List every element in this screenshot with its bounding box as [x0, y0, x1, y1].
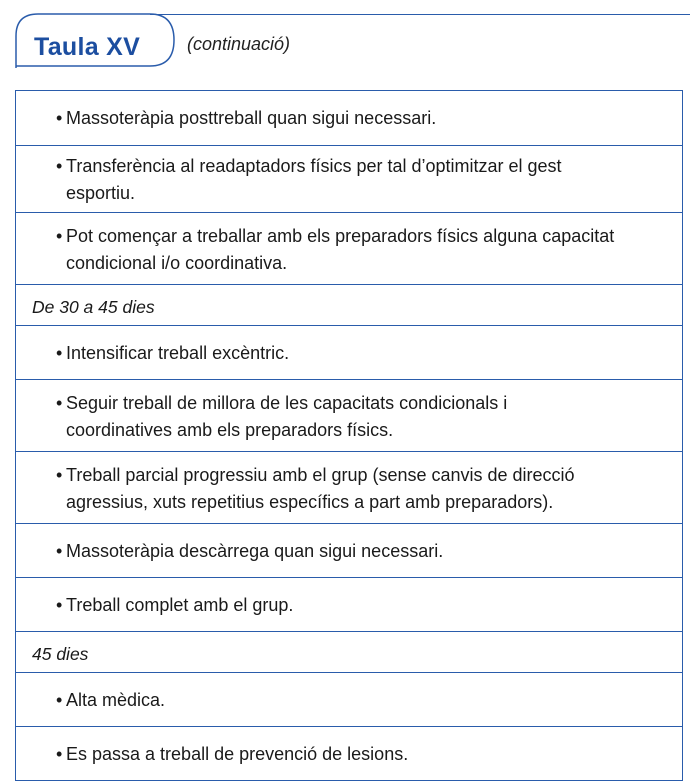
bullet: •	[56, 690, 63, 710]
bullet: •	[56, 108, 63, 128]
table-header	[0, 0, 700, 80]
list-item	[16, 523, 682, 577]
list-item-text: Treball parcial progressiu amb el grup (sense canvis de direcció agressius, xuts repetitius específics a part amb preparadors).	[66, 465, 575, 512]
section-heading: 45 dies	[16, 631, 682, 672]
bullet: •	[56, 744, 63, 764]
list-item-text: Intensificar treball excèntric.	[66, 343, 290, 363]
list-item-text: Massoteràpia posttreball quan sigui necessari.	[66, 108, 437, 128]
list-item-text: Es passa a treball de prevenció de lesions.	[66, 744, 409, 764]
list-item-text: Seguir treball de millora de les capacitats condicionals i coordinatives amb els preparadors físics.	[66, 393, 508, 440]
list-item	[16, 212, 682, 284]
list-item-text: Transferència al readaptadors físics per tal d’optimitzar el gest esportiu.	[66, 156, 562, 203]
section-heading: De 30 a 45 dies	[16, 284, 682, 325]
list-item-text: Alta mèdica.	[66, 690, 166, 710]
table-title: Taula XV	[34, 33, 141, 61]
list-item	[16, 577, 682, 631]
list-item	[16, 379, 682, 451]
list-item	[16, 451, 682, 523]
list-item-text: Treball complet amb el grup.	[66, 595, 294, 615]
header-rule	[150, 14, 690, 15]
bullet: •	[56, 156, 63, 176]
bullet: •	[56, 595, 63, 615]
list-item	[16, 325, 682, 379]
bullet: •	[56, 343, 63, 363]
title-tab	[14, 10, 184, 68]
list-item	[16, 91, 682, 145]
list-item	[16, 145, 682, 212]
bullet: •	[56, 465, 63, 485]
list-item	[16, 672, 682, 726]
bullet: •	[56, 226, 63, 246]
list-item-text: Pot començar a treballar amb els preparadors físics alguna capacitat condicional i/o coordinativa.	[66, 226, 615, 273]
bullet: •	[56, 541, 63, 561]
bullet: •	[56, 393, 63, 413]
protocol-table	[15, 90, 683, 781]
list-item-text: Massoteràpia descàrrega quan sigui necessari.	[66, 541, 444, 561]
table-subtitle: (continuació)	[187, 34, 291, 54]
